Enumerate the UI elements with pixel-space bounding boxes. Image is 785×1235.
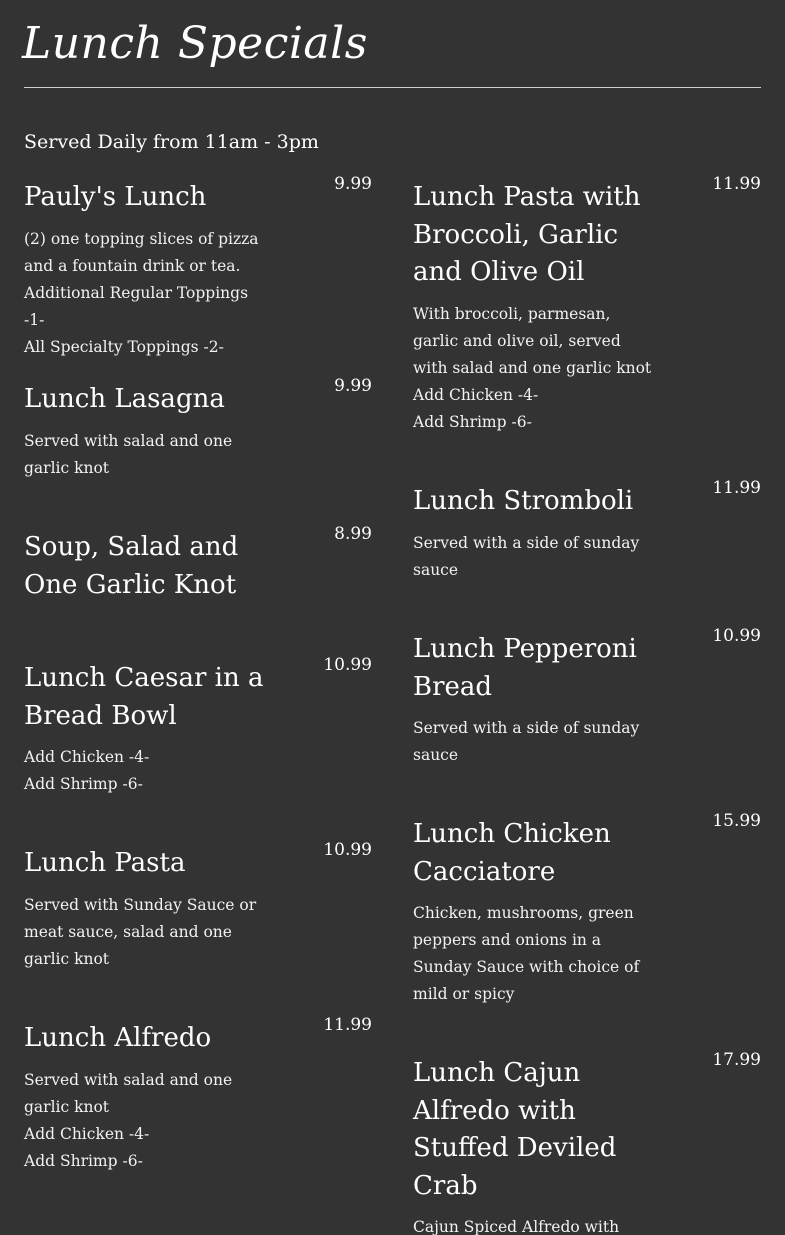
menu-item-paulys-lunch	[24, 174, 372, 361]
menu-item-name: Lunch Pepperoni Bread	[413, 634, 637, 702]
menu-item-name: Lunch Stromboli	[413, 486, 634, 516]
menu-item-pasta-broccoli	[413, 174, 761, 436]
menu-item-price: 10.99	[323, 840, 372, 860]
description-line: Served with Sunday Sauce or meat sauce, salad and one garlic knot	[24, 895, 257, 968]
menu-item-price: 11.99	[712, 478, 761, 498]
menu-item-pepperoni-bread	[413, 626, 761, 769]
menu-item-name: Soup, Salad and One Garlic Knot	[24, 532, 239, 600]
page-title: Lunch Specials	[22, 18, 368, 69]
menu-item-lunch-caesar	[24, 655, 372, 798]
menu-item-name: Pauly's Lunch	[24, 182, 207, 212]
menu-item-price: 10.99	[323, 655, 372, 675]
description-line: Cajun Spiced Alfredo with	[413, 1218, 620, 1235]
description-line: Add Shrimp -6-	[24, 775, 143, 793]
menu-item-name: Lunch Pasta	[24, 848, 186, 878]
description-line: With broccoli, parmesan, garlic and olive oil, served with salad and one garlic knot	[413, 304, 652, 377]
menu-item-lunch-lasagna	[24, 376, 372, 482]
menu-item-chicken-cacciatore	[413, 811, 761, 1008]
menu-item-name: Lunch Chicken Cacciatore	[413, 819, 611, 887]
menu-item-name: Lunch Lasagna	[24, 384, 225, 414]
description-line: All Specialty Toppings -2-	[24, 337, 224, 356]
description-line: Served with salad and one garlic knot	[24, 431, 233, 477]
description-line: Served with a side of sunday sauce	[413, 719, 640, 764]
menu-item-description	[413, 530, 658, 584]
menu-item-name: Lunch Alfredo	[24, 1023, 212, 1053]
menu-item-description	[24, 226, 269, 361]
description-line: Add Chicken -4-	[24, 1124, 150, 1143]
description-line: Served with a side of sunday sauce	[413, 533, 640, 579]
description-line: Additional Regular Toppings -1-	[24, 283, 249, 329]
description-line: (2) one topping slices of pizza and a fountain drink or tea.	[24, 229, 259, 275]
menu-item-name: Lunch Cajun Alfredo with Stuffed Deviled Crab	[413, 1058, 617, 1201]
menu-item-price: 11.99	[323, 1015, 372, 1035]
menu-item-description	[413, 301, 658, 436]
title-divider	[24, 87, 761, 88]
menu-item-cajun-alfredo	[413, 1050, 761, 1235]
serving-hours: Served Daily from 11am - 3pm	[24, 131, 319, 153]
menu-item-description	[24, 428, 269, 482]
menu-item-price: 11.99	[712, 174, 761, 194]
menu-item-description	[24, 1067, 269, 1175]
description-line: Add Chicken -4-	[24, 748, 150, 766]
menu-item-price: 9.99	[334, 174, 372, 194]
menu-item-lunch-stromboli	[413, 478, 761, 584]
description-line: Add Chicken -4-	[413, 385, 539, 404]
menu-item-lunch-pasta	[24, 840, 372, 973]
menu-item-lunch-alfredo	[24, 1015, 372, 1175]
description-line: Chicken, mushrooms, green peppers and onions in a Sunday Sauce with choice of mild or spicy	[413, 904, 640, 1003]
menu-item-description	[413, 900, 658, 1008]
description-line: Add Shrimp -6-	[24, 1151, 143, 1170]
description-line: Add Shrimp -6-	[413, 412, 532, 431]
menu-item-description	[24, 744, 269, 798]
menu-item-description	[413, 1214, 658, 1235]
menu-item-name: Lunch Caesar in a Bread Bowl	[24, 663, 264, 731]
menu-item-name: Lunch Pasta with Broccoli, Garlic and Olive Oil	[413, 182, 641, 287]
menu-item-description	[413, 715, 658, 769]
menu-item-description	[24, 892, 269, 973]
menu-item-price: 15.99	[712, 811, 761, 831]
menu-item-price: 9.99	[334, 376, 372, 396]
menu-item-price: 10.99	[712, 626, 761, 646]
menu-item-price: 8.99	[334, 524, 372, 544]
menu-item-price: 17.99	[712, 1050, 761, 1070]
menu-item-soup-salad	[24, 524, 372, 604]
description-line: Served with salad and one garlic knot	[24, 1070, 233, 1116]
